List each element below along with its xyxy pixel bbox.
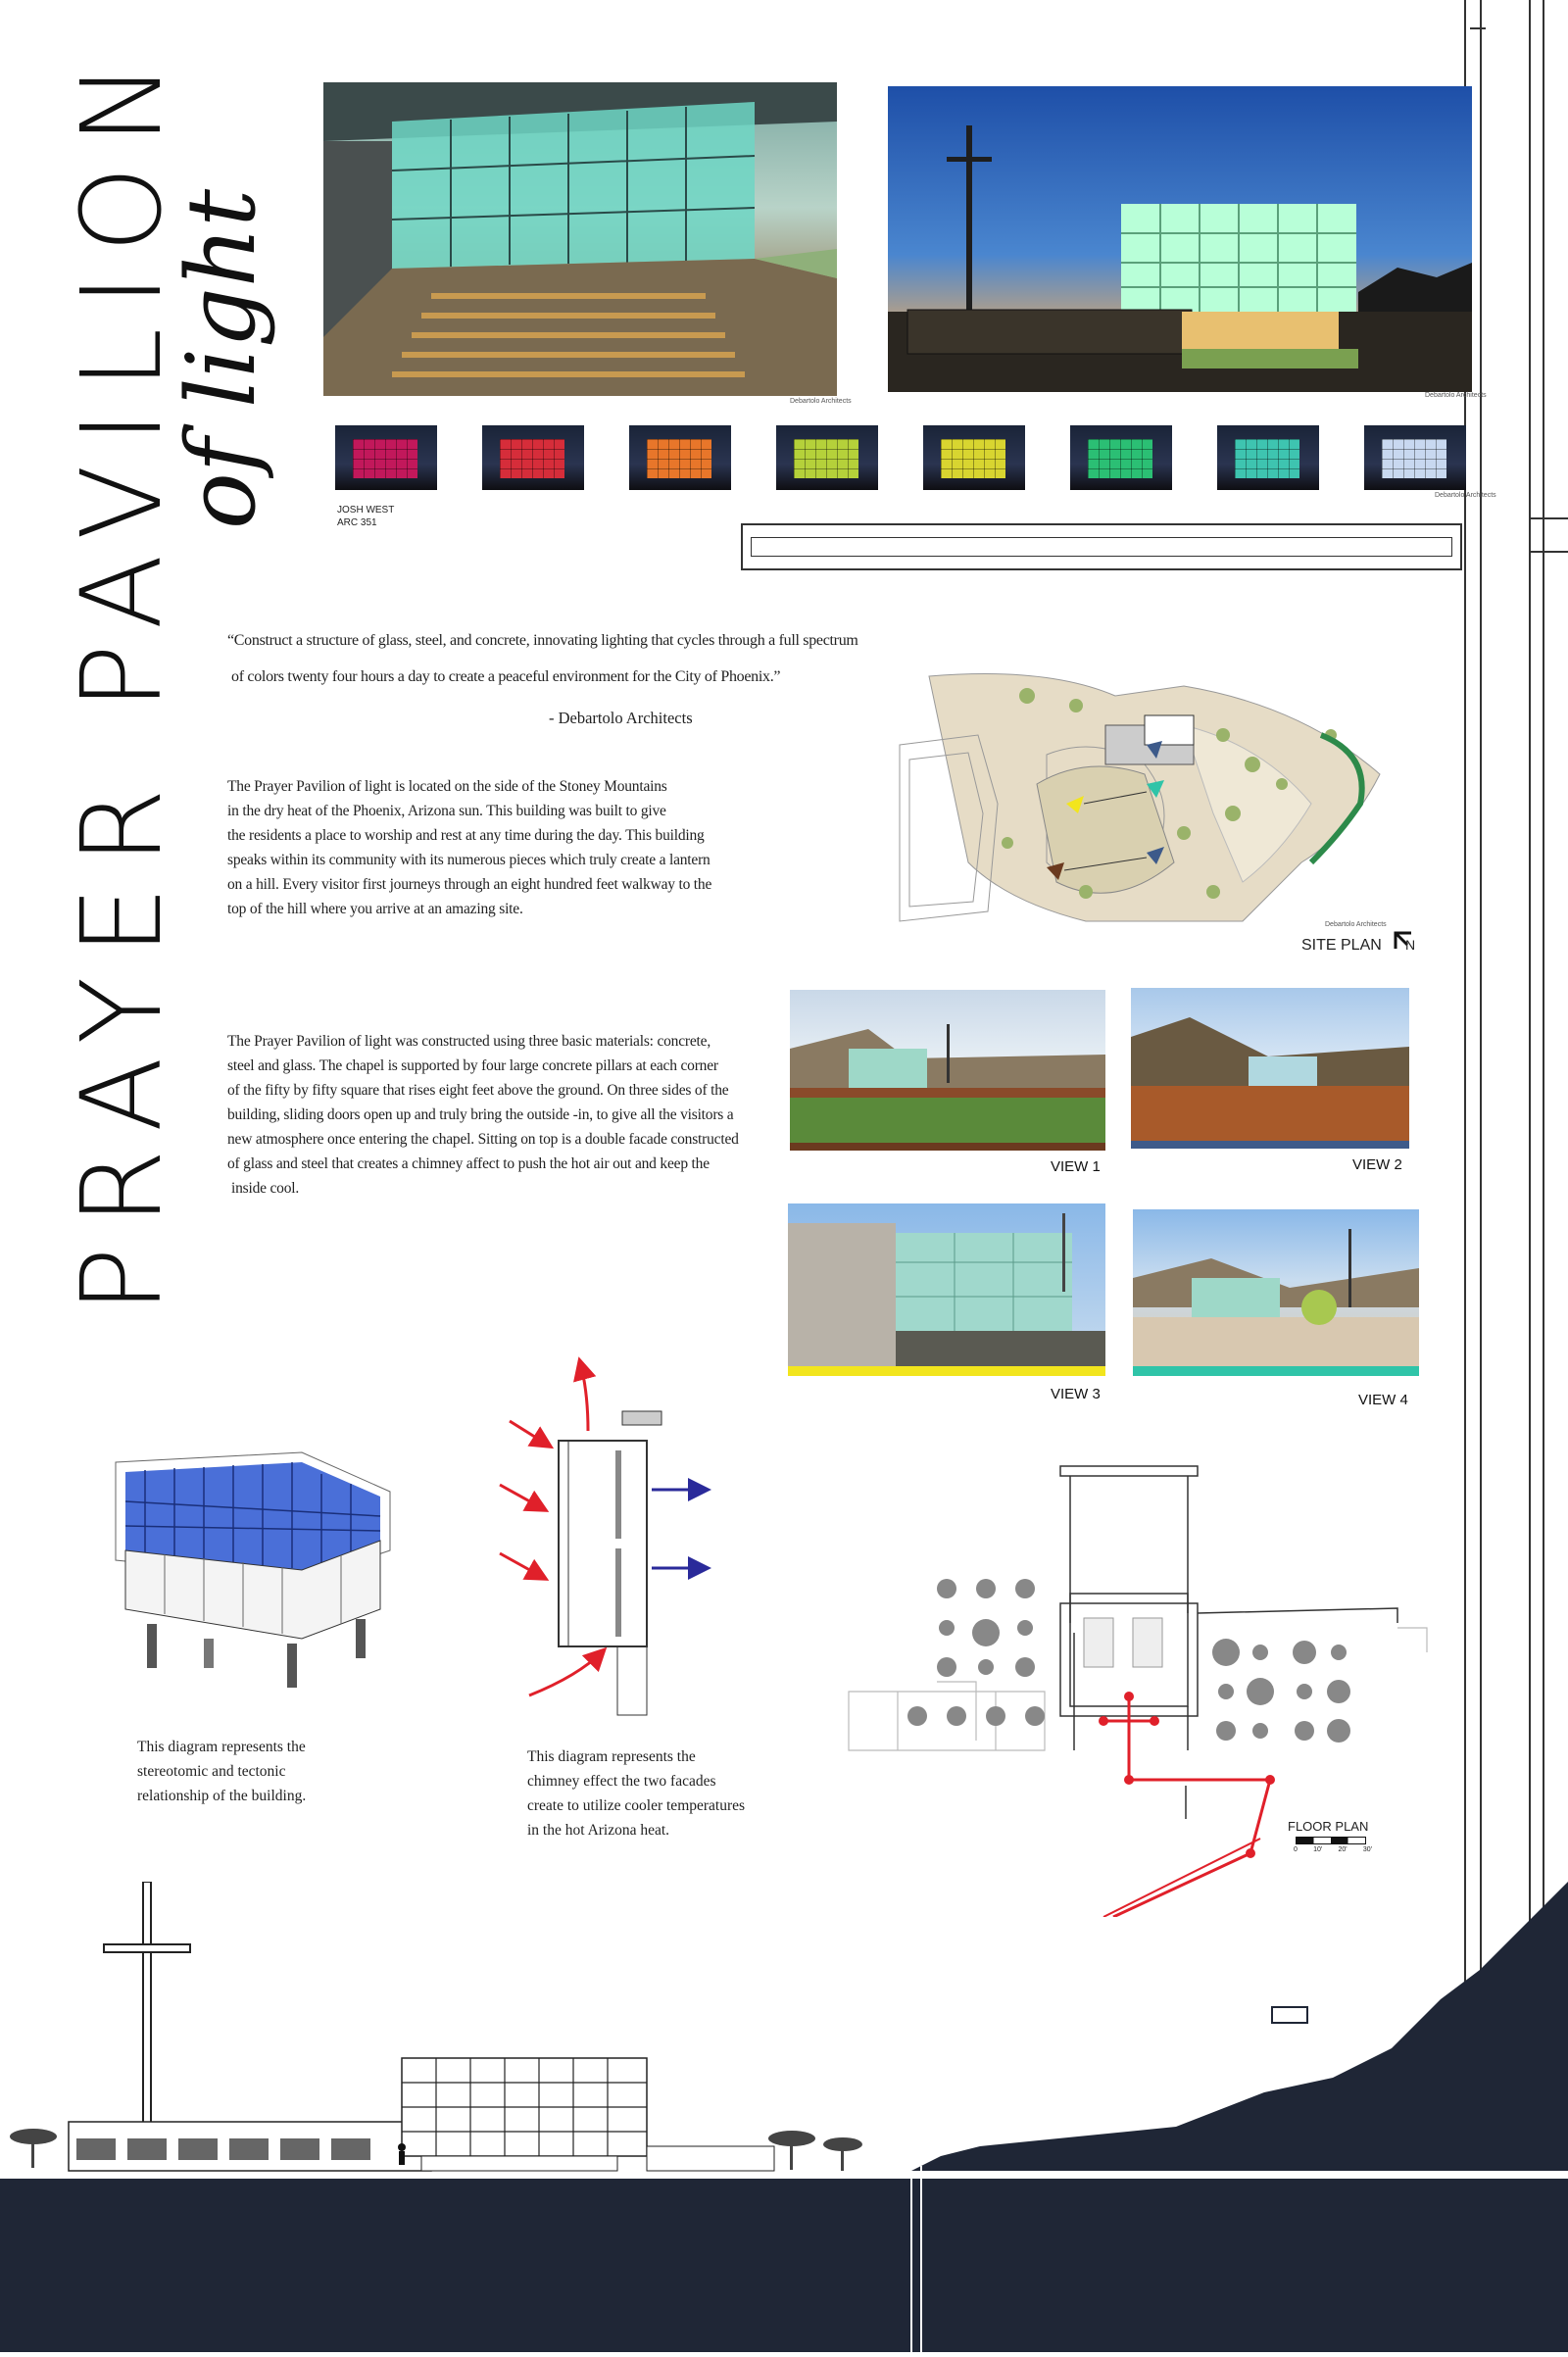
tectonic-diagram (106, 1433, 400, 1727)
scale-tick: 20' (1338, 1846, 1348, 1853)
caption-line: create to utilize cooler temperatures (527, 1797, 746, 1814)
view-3-photo (788, 1203, 1105, 1366)
color-cycle-thumbnail (1070, 425, 1172, 490)
frame-border-top (1470, 27, 1486, 29)
poster-title: PRAYER PAVILION (59, 40, 186, 1313)
color-cycle-thumbnail (482, 425, 584, 490)
paragraph-line: The Prayer Pavilion of light is located on the side of the Stoney Mountains (227, 778, 667, 795)
caption-line: chimney effect the two facades (527, 1773, 716, 1790)
color-cycle-thumbnail (923, 425, 1025, 490)
paragraph-line: in the dry heat of the Phoenix, Arizona sun. This building was built to give (227, 803, 666, 819)
caption-tectonic (137, 1735, 306, 1808)
facade-grid (1382, 439, 1446, 478)
caption-chimney (527, 1744, 745, 1842)
paragraph-line: building, sliding doors open up and truly bring the outside -in, to give all the visitors a (227, 1106, 734, 1123)
view-1-photo (790, 990, 1105, 1143)
author-name: JOSH WEST (337, 505, 395, 516)
site-section-drawing (0, 1882, 1568, 2352)
chimney-effect-diagram (470, 1352, 725, 1725)
quote-line-1: “Construct a structure of glass, steel, and concrete, innovating lighting that cycles through a full spectrum (227, 632, 858, 649)
facade-grid (353, 439, 417, 478)
scale-tick: 30' (1362, 1846, 1372, 1853)
facade-grid (941, 439, 1005, 478)
color-cycle-thumbnail (629, 425, 731, 490)
photo-credit: Debartolo Architects (790, 398, 852, 405)
facade-grid (1235, 439, 1299, 478)
paragraph-line: on a hill. Every visitor first journeys through an eight hundred feet walkway to the (227, 876, 712, 893)
caption-line: stereotomic and tectonic (137, 1763, 286, 1780)
facade-grid (794, 439, 858, 478)
floor-plan-scale-labels (1294, 1846, 1372, 1853)
view-2-photo (1131, 988, 1409, 1141)
paragraph-line: inside cool. (231, 1180, 300, 1197)
site-plan-drawing (890, 666, 1399, 931)
facade-grid (500, 439, 564, 478)
paragraph-line: steel and glass. The chapel is supported by four large concrete pillars at each corner (227, 1057, 718, 1074)
caption-line: This diagram represents the (137, 1739, 306, 1755)
paragraph-line: The Prayer Pavilion of light was constructed using three basic materials: concrete, (227, 1033, 711, 1050)
scale-tick: 10' (1313, 1846, 1323, 1853)
quote-attribution: - Debartolo Architects (549, 709, 693, 727)
view-4-bar (1133, 1366, 1419, 1376)
facade-grid (1088, 439, 1152, 478)
interior-photo (323, 82, 837, 396)
floor-plan-label: FLOOR PLAN (1288, 1819, 1369, 1834)
paragraph-line: the residents a place to worship and rest at any time during the day. This building (227, 827, 705, 844)
view-4-label: VIEW 4 (1358, 1392, 1408, 1408)
north-label: N (1405, 937, 1416, 953)
author-course: ARC 351 (337, 517, 377, 528)
site-plan-label: SITE PLAN (1301, 937, 1382, 954)
view-3-bar (788, 1366, 1105, 1376)
view-3-label: VIEW 3 (1051, 1386, 1101, 1402)
photo-credit: Debartolo Architects (1425, 392, 1487, 399)
view-1-label: VIEW 1 (1051, 1158, 1101, 1175)
paragraph-line: of glass and steel that creates a chimney affect to push the hot air out and keep the (227, 1155, 710, 1172)
paragraph-location (227, 774, 737, 921)
color-cycle-thumbnail (1217, 425, 1319, 490)
paragraph-line: of the fifty by fifty square that rises eight feet above the ground. On three sides of the (227, 1082, 729, 1099)
paragraph-line: speaks within its community with its numerous pieces which truly create a lantern (227, 852, 710, 868)
frame-crossbar (1529, 551, 1568, 553)
color-cycle-thumbnail (1364, 425, 1466, 490)
caption-line: in the hot Arizona heat. (527, 1822, 670, 1839)
floor-plan-scale-bar (1296, 1837, 1366, 1844)
facade-grid (647, 439, 711, 478)
caption-line: This diagram represents the (527, 1748, 696, 1765)
exterior-night-photo (888, 86, 1472, 392)
photo-credit: Debartolo Architects (1435, 492, 1496, 499)
scale-tick: 0 (1294, 1846, 1298, 1853)
quote-line-2: of colors twenty four hours a day to create a peaceful environment for the City of Phoenix.” (231, 668, 781, 685)
view-1-bar (790, 1143, 1105, 1151)
color-cycle-thumbnail (335, 425, 437, 490)
view-2-bar (1131, 1141, 1409, 1149)
frame-box (741, 523, 1462, 570)
photo-credit: Debartolo Architects (1325, 921, 1387, 928)
paragraph-line: new atmosphere once entering the chapel. Sitting on top is a double facade constructed (227, 1131, 739, 1148)
frame-crossbar (1529, 517, 1568, 519)
caption-line: relationship of the building. (137, 1788, 307, 1804)
paragraph-construction (227, 1029, 776, 1201)
view-4-photo (1133, 1209, 1419, 1366)
poster-subtitle: of light (167, 188, 276, 529)
paragraph-line: top of the hill where you arrive at an amazing site. (227, 901, 523, 917)
color-cycle-thumbnail (776, 425, 878, 490)
view-2-label: VIEW 2 (1352, 1156, 1402, 1173)
